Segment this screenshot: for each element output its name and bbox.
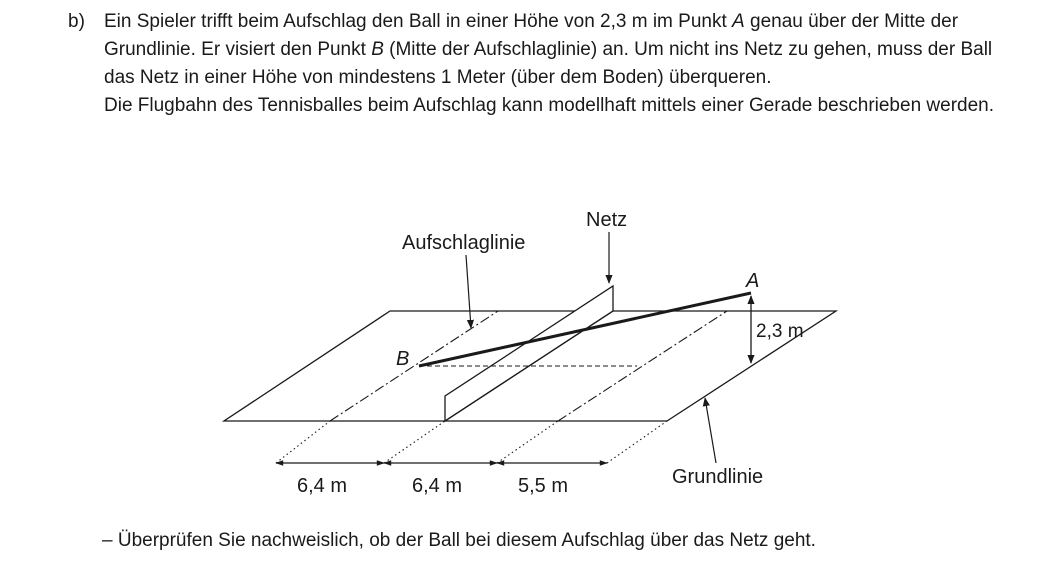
task-label: b) [68,11,85,32]
p1-point-a: A [732,11,745,32]
question-text: – Überprüfen Sie nachweislich, ob der Ball bei diesem Aufschlag über das Netz geht. [102,530,816,551]
extension-line-3 [497,421,558,463]
p1-point-b: B [371,39,384,60]
p2-part-1: Die Flugbahn des Tennisballes beim Aufschlag kann modellhaft mittels einer Gerade beschrieben werden. [104,95,995,116]
p1-part-3: genau über der Mitte der Grundlinie. Er visiert den Punkt [104,11,959,60]
net-label: Netz [586,209,628,231]
service-line-label: Aufschlaglinie [402,232,526,254]
service-line-left [330,311,498,421]
p1-part-1: Ein Spieler trifft beim Aufschlag den Ball in einer Höhe von 2,3 m im Punkt [104,11,733,32]
baseline-pointer [705,398,716,463]
point-a-label: A [746,270,760,292]
p1-part-5: (Mitte der Aufschlaglinie) an. Um nicht ins Netz zu gehen, muss der Ball das Netz in einer Höhe von mindestens 1 Meter (über dem Boden) überqueren. [104,39,993,88]
service-line-pointer [466,255,471,328]
extension-line-2 [384,421,445,463]
height-label: 2,3 m [756,321,804,342]
extension-line-4 [607,421,667,463]
point-b-label: B [396,348,410,370]
dimension-label-2: 6,4 m [412,475,463,497]
dimension-label-3: 5,5 m [518,475,569,497]
dimension-label-1: 6,4 m [297,475,348,497]
baseline-label: Grundlinie [672,466,764,488]
extension-line-1 [276,421,330,463]
